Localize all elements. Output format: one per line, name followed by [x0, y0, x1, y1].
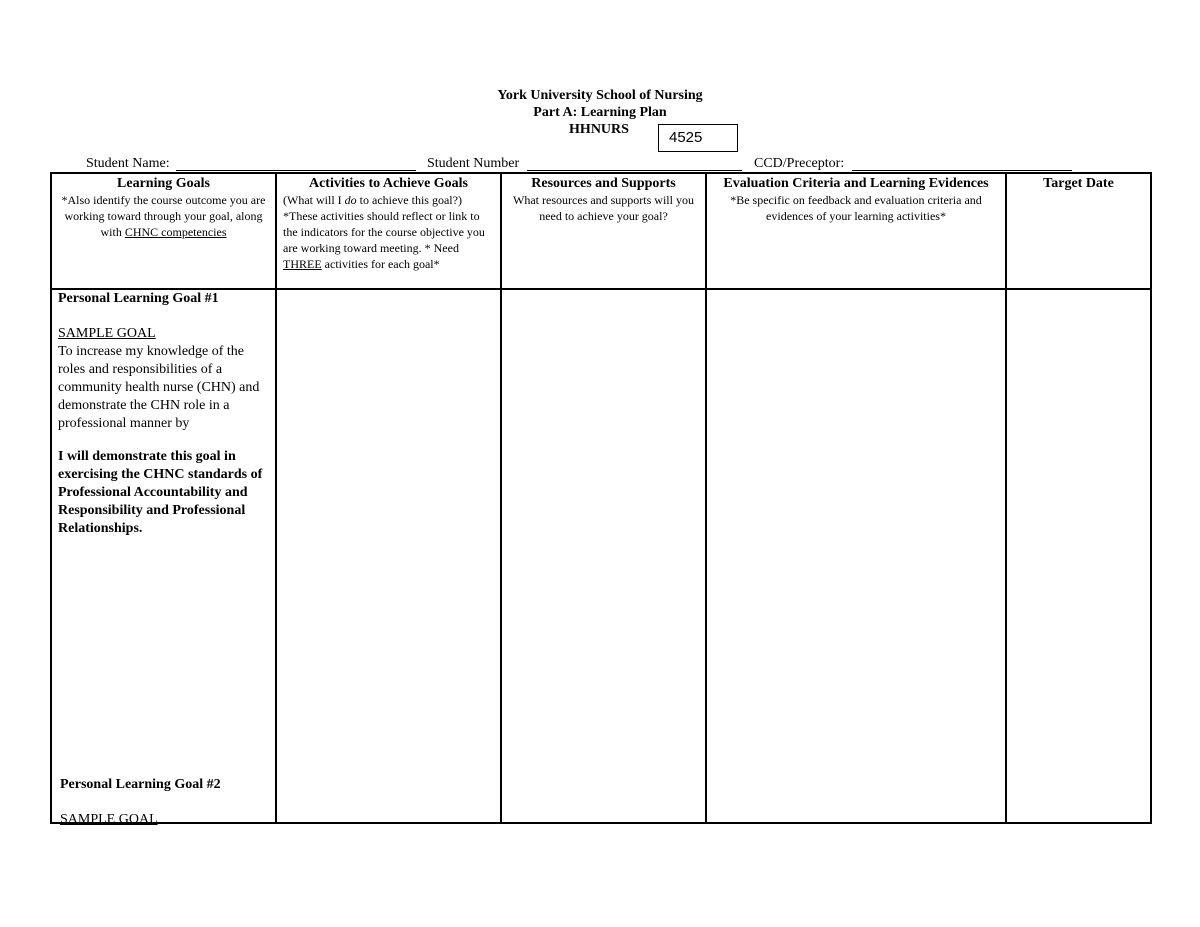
col-title: Activities to Achieve Goals	[308, 176, 469, 191]
col-resources	[501, 173, 706, 289]
student-number-field[interactable]	[527, 170, 742, 171]
col-description: *Be specific on feedback and evaluation criteria and evidences of your learning activities*	[730, 193, 982, 223]
col-target-date	[1006, 173, 1151, 289]
goal1-sample-label: SAMPLE GOAL	[58, 326, 156, 341]
goal1-standards: I will demonstrate this goal in exercising the CHNC standards of Professional Accountability and Responsibility and Professional Relationships.	[58, 449, 263, 536]
student-number-label: Student Number	[427, 156, 520, 171]
evaluation-cell[interactable]	[706, 289, 1006, 823]
goal2-sample-label: SAMPLE GOAL	[60, 812, 158, 827]
col-activities	[276, 173, 501, 289]
course-number-field[interactable]: 4525	[658, 124, 738, 152]
col-title: Evaluation Criteria and Learning Evidences	[723, 176, 989, 191]
col-description: (What will I do to achieve this goal?) *These activities should reflect or link to the indicators for the course objective you are working toward meeting. * Need THREE activities for each goal*	[283, 193, 485, 271]
school-title: York University School of Nursing	[497, 88, 703, 103]
resources-cell[interactable]	[501, 289, 706, 823]
student-name-field[interactable]	[176, 170, 416, 171]
part-title: Part A: Learning Plan	[533, 105, 667, 120]
course-prefix: HHNURS	[569, 122, 629, 137]
col-learning-goals	[51, 173, 276, 289]
goal2-title: Personal Learning Goal #2	[60, 777, 221, 792]
target-date-cell[interactable]	[1006, 289, 1151, 823]
goal2-block	[60, 776, 221, 829]
preceptor-field[interactable]	[852, 170, 1072, 171]
col-description: What resources and supports will you need to achieve your goal?	[513, 193, 694, 223]
activities-cell[interactable]	[276, 289, 501, 823]
col-title: Resources and Supports	[531, 176, 676, 191]
goal1-text: To increase my knowledge of the roles and responsibilities of a community health nurse (CHN) and demonstrate the CHN role in a professional manner by	[58, 344, 260, 431]
preceptor-label: CCD/Preceptor:	[754, 156, 845, 171]
learning-goals-cell[interactable]	[51, 289, 276, 827]
col-evaluation	[706, 173, 1006, 289]
table-row	[51, 289, 1151, 823]
student-name-label: Student Name:	[86, 156, 170, 171]
goal1-title: Personal Learning Goal #1	[58, 291, 219, 306]
chnc-competencies-link[interactable]: CHNC competencies	[124, 225, 227, 239]
col-title: Target Date	[1043, 176, 1114, 191]
table-header-row	[51, 173, 1151, 289]
col-title: Learning Goals	[117, 176, 210, 191]
col-description: *Also identify the course outcome you are working toward through your goal, along with CHNC competencies	[61, 193, 266, 239]
learning-plan-table	[50, 172, 1152, 827]
